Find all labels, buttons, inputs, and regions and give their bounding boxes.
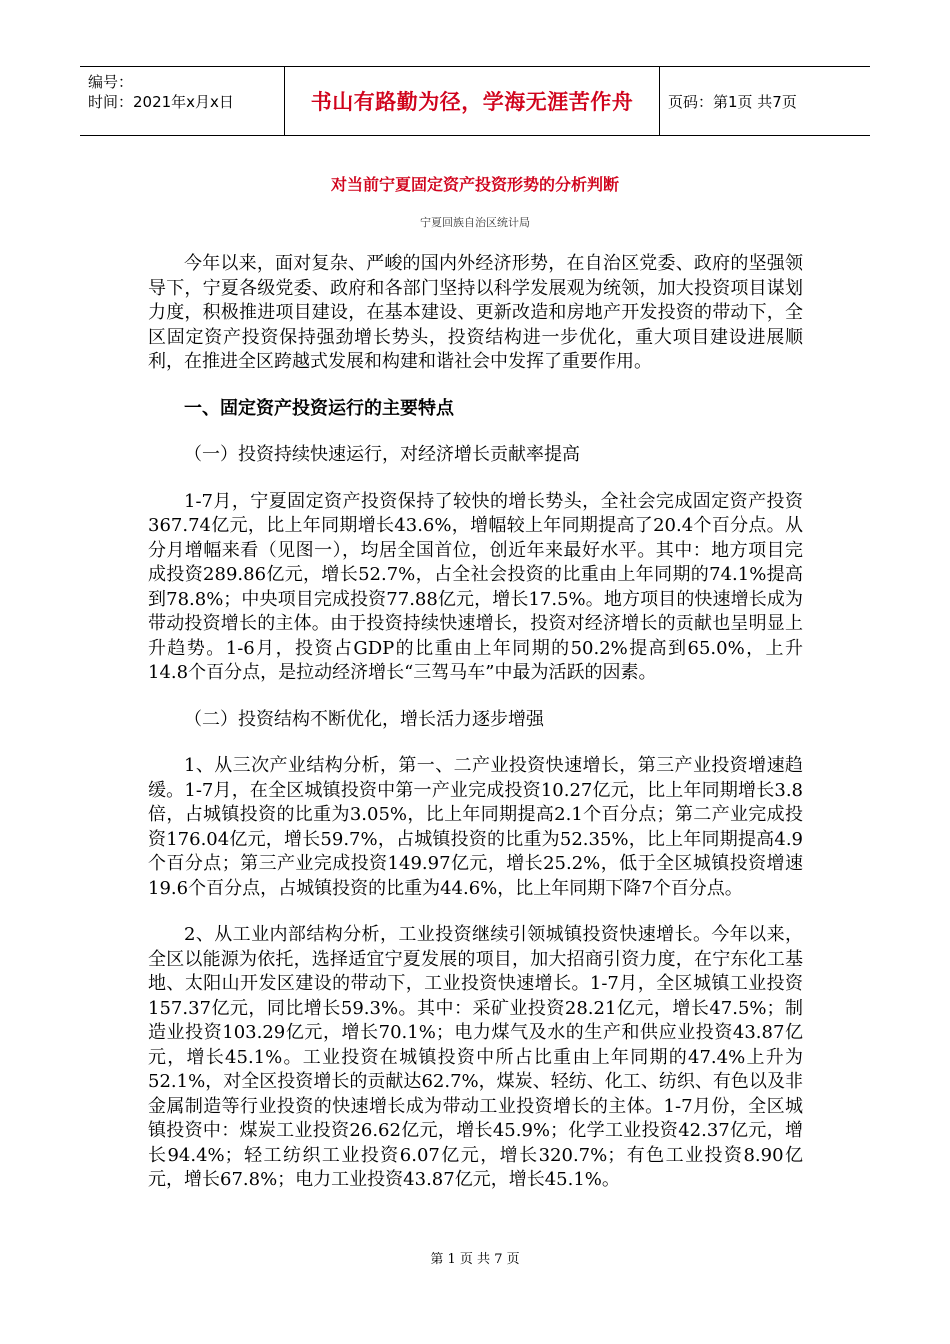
header-motto: 书山有路勤为径，学海无涯苦作舟 xyxy=(285,67,660,135)
paragraph-industry-structure: 1、从三次产业结构分析，第一、二产业投资快速增长，第三产业投资增速趋缓。1-7月，在全区城镇投资中第一产业完成投资10.27亿元，比上年同期增长3.8倍，占城镇投资的比重为3.05%，比上年同期提高2.1个百分点；第二产业完成投资176.04亿元，增长59.7%，占城镇投资的比重为52.35%，比上年同期提高4.9个百分点；第三产业完成投资149.97亿元，增长25.2%，低于全区城镇投资增速19.6个百分点，占城镇投资的比重为44.6%，比上年同期下降7个百分点。 xyxy=(148,755,803,899)
document-body xyxy=(148,252,803,1193)
paragraph-intro: 今年以来，面对复杂、严峻的国内外经济形势，在自治区党委、政府的坚强领导下，宁夏各级党委、政府和各部门坚持以科学发展观为统领，加大投资项目谋划力度，积极推进项目建设，在基本建设、更新改造和房地产开发投资的带动下，全区固定资产投资保持强劲增长势头，投资结构进一步优化，重大项目建设进展顺利，在推进全区跨越式发展和构建和谐社会中发挥了重要作用。 xyxy=(148,253,803,372)
paragraph-investment-growth: 1-7月，宁夏固定资产投资保持了较快的增长势头，全社会完成固定资产投资367.74亿元，比上年同期增长43.6%，增幅较上年同期提高了20.4个百分点。从分月增幅来看（见图一），均居全国首位，创近年来最好水平。其中：地方项目完成投资289.86亿元，增长52.7%，占全社会投资的比重由上年同期的74.1%提高到78.8%；中央项目完成投资77.88亿元，增长17.5%。地方项目的快速增长成为带动投资增长的主体。由于投资持续快速增长，投资对经济增长的贡献也呈明显上升趋势。1-6月，投资占GDP的比重由上年同期的50.2%提高到65.0%，上升14.8个百分点，是拉动经济增长“三驾马车”中最为活跃的因素。 xyxy=(148,490,803,683)
subsection-heading-1: （一）投资持续快速运行，对经济增长贡献率提高 xyxy=(184,444,580,465)
page-footer: 第 1 页 共 7 页 xyxy=(430,1252,520,1267)
page-header xyxy=(80,66,870,136)
time-label: 时间：2021年x月x日 xyxy=(88,93,234,111)
section-heading-1: 一、固定资产投资运行的主要特点 xyxy=(184,397,454,419)
document-author: 宁夏回族自治区统计局 xyxy=(420,216,530,229)
header-page-info: 页码：第1页 共7页 xyxy=(668,92,797,111)
paragraph-industrial-investment: 2、从工业内部结构分析，工业投资继续引领城镇投资快速增长。今年以来，全区以能源为依托，选择适宜宁夏发展的项目，加大招商引资力度，在宁东化工基地、太阳山开发区建设的带动下，工业投资快速增长。1-7月，全区城镇工业投资157.37亿元，同比增长59.3%。其中：采矿业投资28.21亿元，增长47.5%；制造业投资103.29亿元，增长70.1%；电力煤气及水的生产和供应业投资43.87亿元，增长45.1%。工业投资在城镇投资中所占比重由上年同期的47.4%上升为52.1%，对全区投资增长的贡献达62.7%，煤炭、轻纺、化工、纺织、有色以及非金属制造等行业投资的快速增长成为带动工业投资增长的主体。1-7月份，全区城镇投资中：煤炭工业投资26.62亿元，增长45.9%；化学工业投资42.37亿元，增长94.4%；轻工纺织工业投资6.07亿元，增长320.7%；有色工业投资8.90亿元，增长67.8%；电力工业投资43.87亿元，增长45.1%。 xyxy=(148,924,803,1190)
subsection-heading-2: （二）投资结构不断优化，增长活力逐步增强 xyxy=(184,708,544,730)
header-meta xyxy=(80,67,285,135)
number-label: 编号： xyxy=(88,73,134,91)
document-title: 对当前宁夏固定资产投资形势的分析判断 xyxy=(330,175,619,194)
